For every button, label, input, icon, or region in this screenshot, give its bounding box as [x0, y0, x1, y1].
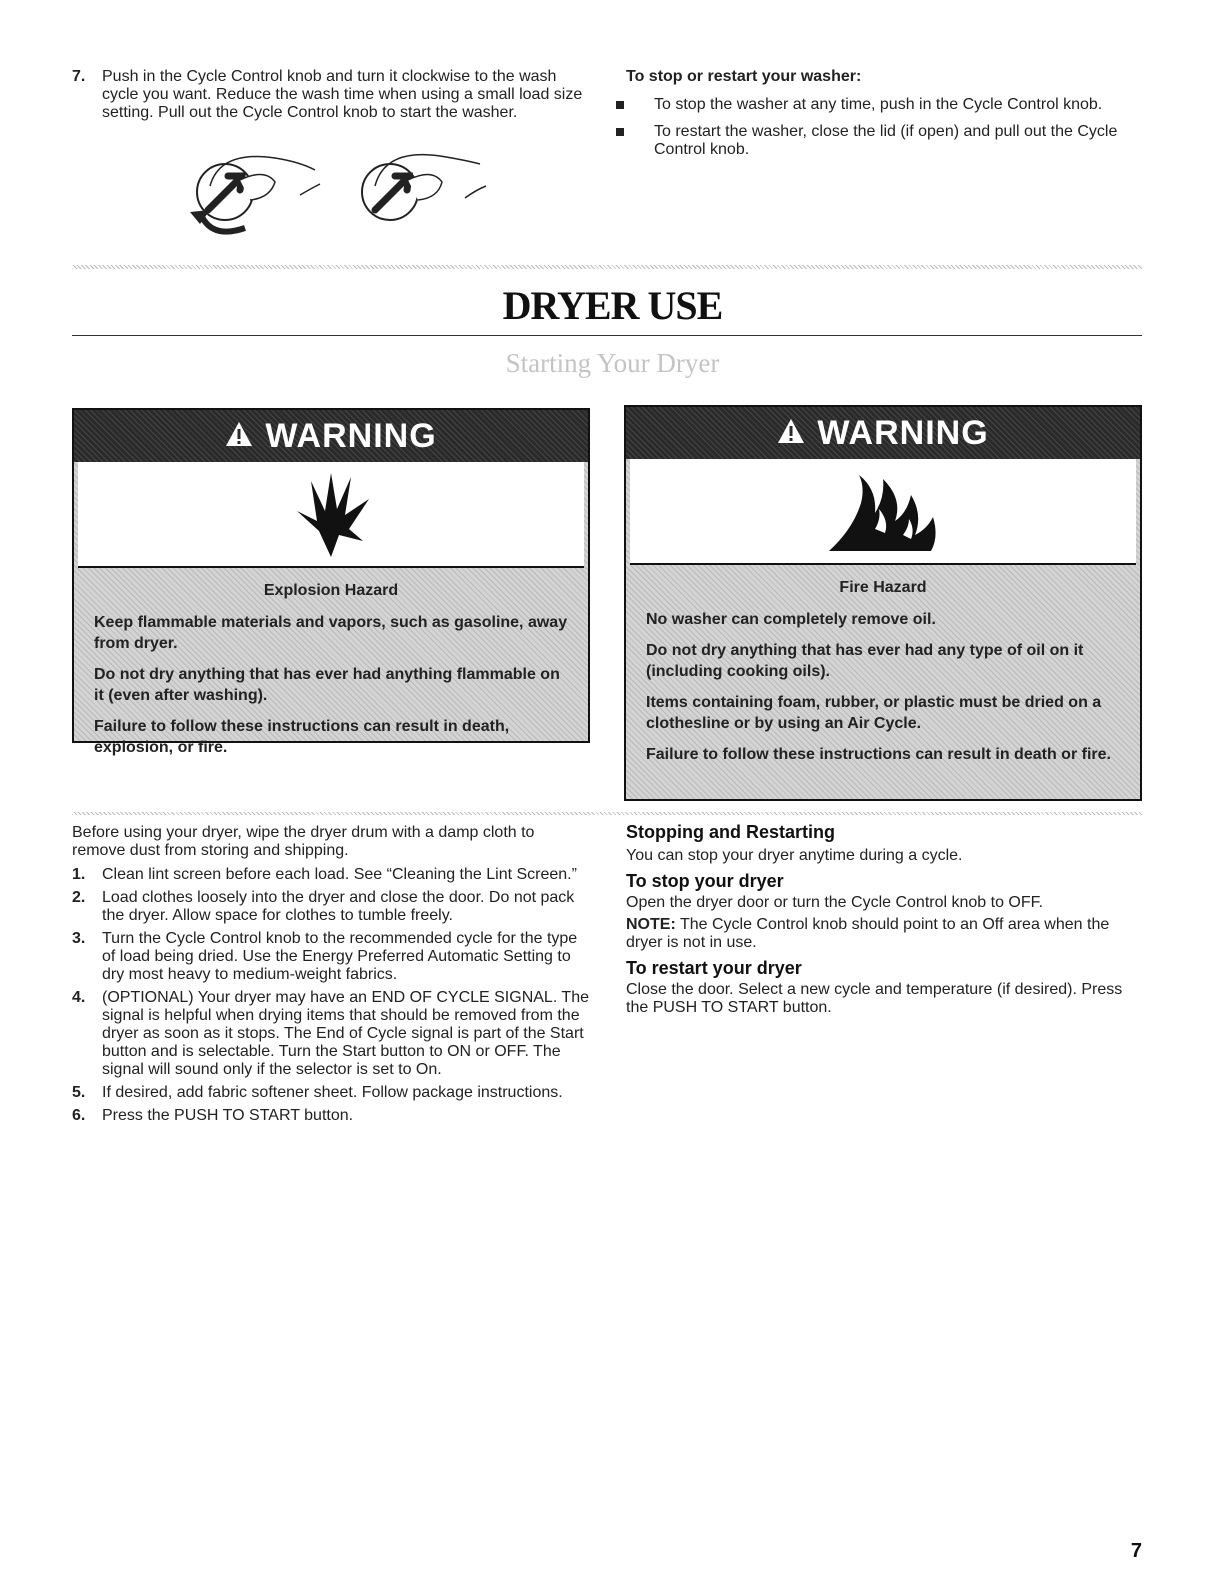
step-text: Clean lint screen before each load. See “Cleaning the Lint Screen.”	[102, 866, 577, 883]
warning-paragraph: Do not dry anything that has ever had any type of oil on it (including cooking oils).	[646, 642, 1084, 680]
warning-text	[74, 568, 588, 778]
step-number: 1.	[72, 866, 86, 883]
list-item	[596, 123, 1146, 159]
note-paragraph	[626, 916, 1146, 952]
warning-paragraph: Items containing foam, rubber, or plastic must be dried on a clothesline or by using an Air Cycle.	[646, 694, 1102, 732]
note-text: The Cycle Control knob should point to an Off area when the dryer is not in use.	[626, 916, 1110, 951]
hazard-title: Explosion Hazard	[263, 582, 399, 599]
intro-paragraph: Before using your dryer, wipe the dryer drum with a damp cloth to remove dust from storing and shipping.	[72, 824, 535, 859]
knob-illustrations	[180, 140, 500, 240]
divider	[72, 335, 1142, 336]
list-item	[72, 889, 592, 925]
warning-text	[626, 565, 1140, 785]
list-item	[72, 866, 592, 884]
restart-text: Close the door. Select a new cycle and temperature (if desired). Press the PUSH TO START button.	[626, 981, 1123, 1016]
warning-label: WARNING	[265, 416, 437, 455]
list-item	[72, 1084, 592, 1102]
list-item	[596, 96, 1146, 114]
step-number: 7.	[72, 68, 86, 85]
divider	[72, 812, 1142, 815]
warning-box-explosion	[72, 408, 590, 756]
step-text: If desired, add fabric softener sheet. Follow package instructions.	[102, 1084, 563, 1101]
fire-icon	[823, 469, 943, 553]
step-number: 3.	[72, 930, 86, 947]
stop-heading: To stop your dryer	[626, 871, 784, 891]
list-item	[72, 930, 592, 984]
warning-paragraph: Do not dry anything that has ever had anything flammable on it (even after washing).	[94, 666, 560, 704]
restart-heading: To restart your dryer	[626, 958, 802, 978]
list-item	[72, 1107, 592, 1125]
warning-paragraph: Failure to follow these instructions can result in death or fire.	[646, 746, 1111, 763]
stopping-restarting	[626, 822, 1146, 1017]
section-heading: Stopping and Restarting	[626, 822, 835, 842]
step-text: (OPTIONAL) Your dryer may have an END OF CYCLE SIGNAL. The signal is helpful when drying items that should be removed from the dryer as soon as it stops. The End of Cycle signal is part of the Start button and is selectable. Turn the Start button to ON or OFF. The signal will sound only if the selector is set to On.	[102, 989, 589, 1078]
warning-paragraph: Failure to follow these instructions can result in death, explosion, or fire.	[94, 718, 510, 756]
step-number: 6.	[72, 1107, 86, 1124]
warning-label: WARNING	[817, 413, 989, 452]
list-item	[72, 68, 592, 122]
warning-triangle-icon	[777, 414, 805, 453]
explosion-icon-area	[78, 462, 584, 568]
fire-icon-area	[630, 459, 1136, 565]
knob-push-turn-icon	[180, 140, 500, 240]
warning-paragraph: Keep flammable materials and vapors, such as gasoline, away from dryer.	[94, 614, 568, 652]
step-number: 4.	[72, 989, 86, 1006]
step-number: 2.	[72, 889, 86, 906]
warning-header	[626, 407, 1140, 459]
washer-step-7	[72, 68, 592, 127]
list-item	[72, 989, 592, 1079]
dryer-start-instructions	[72, 824, 592, 1130]
step-number: 5.	[72, 1084, 86, 1101]
step-text: Turn the Cycle Control knob to the recommended cycle for the type of load being dried. Use the Energy Preferred Automatic Setting to dry most heavy to medium-weight fabrics.	[102, 930, 578, 983]
subsection-title: Starting Your Dryer	[505, 348, 720, 378]
step-text: Load clothes loosely into the dryer and close the door. Do not pack the dryer. Allow space for clothes to tumble freely.	[102, 889, 575, 924]
stop-text: Open the dryer door or turn the Cycle Control knob to OFF.	[626, 894, 1044, 911]
explosion-icon	[291, 471, 371, 557]
warning-triangle-icon	[225, 417, 253, 456]
bullet-icon	[616, 101, 624, 109]
bullet-icon	[616, 128, 624, 136]
warning-box-fire	[624, 405, 1142, 801]
page-number: 7	[1130, 1540, 1142, 1562]
intro-paragraph: You can stop your dryer anytime during a cycle.	[626, 847, 963, 864]
step-text: Push in the Cycle Control knob and turn it clockwise to the wash cycle you want. Reduce the wash time when using a small load size setting. Pull out the Cycle Control knob to start the washer.	[102, 68, 583, 121]
step-text: Press the PUSH TO START button.	[102, 1107, 354, 1124]
warning-header	[74, 410, 588, 462]
section-title: DRYER USE	[502, 283, 723, 328]
bullet-text: To restart the washer, close the lid (if open) and pull out the Cycle Control knob.	[654, 123, 1118, 158]
divider	[72, 265, 1142, 269]
bullet-text: To stop the washer at any time, push in the Cycle Control knob.	[654, 96, 1103, 113]
note-label: NOTE:	[626, 916, 676, 933]
stop-restart-washer	[626, 68, 1146, 168]
warning-paragraph: No washer can completely remove oil.	[646, 611, 936, 628]
stop-restart-heading: To stop or restart your washer:	[626, 68, 862, 85]
hazard-title: Fire Hazard	[839, 579, 927, 596]
